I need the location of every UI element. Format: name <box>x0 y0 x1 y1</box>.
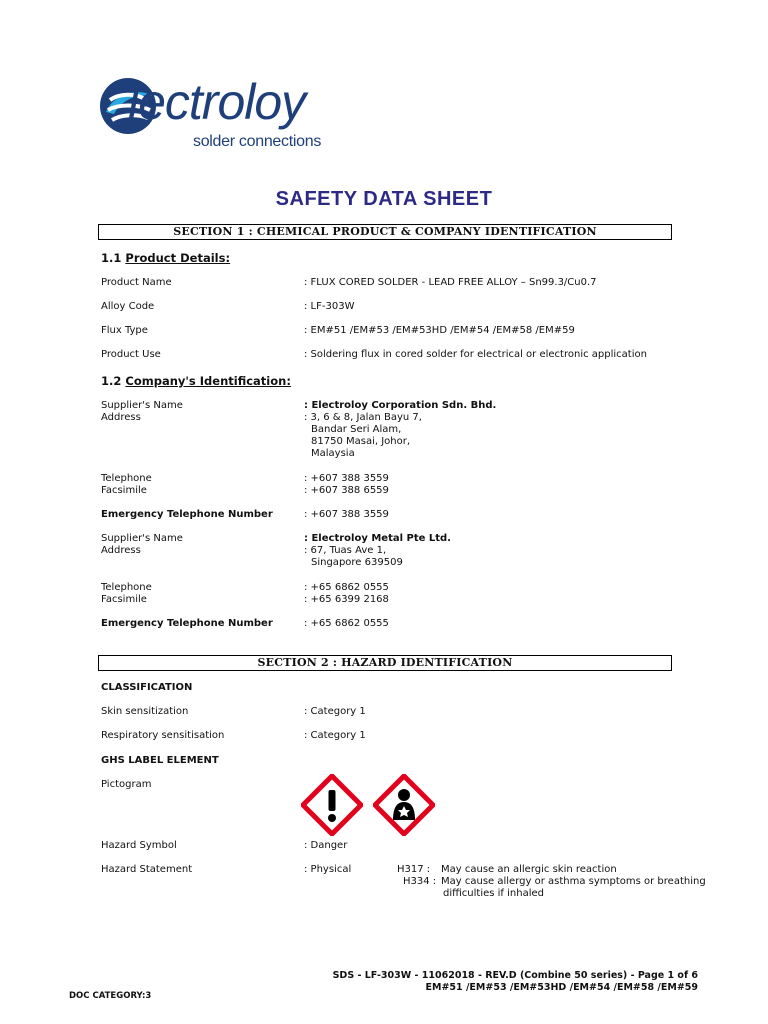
footer-document-id: SDS - LF-303W - 11062018 - REV.D (Combine 50 series) - Page 1 of 6 <box>332 970 698 981</box>
exclamation-mark-pictogram-icon <box>301 774 363 836</box>
product-name-value: : FLUX CORED SOLDER - LEAD FREE ALLOY – Sn99.3/Cu0.7 <box>304 277 597 288</box>
flux-type-value: : EM#51 /EM#53 /EM#53HD /EM#54 /EM#58 /EM#59 <box>304 325 575 336</box>
product-name-label: Product Name <box>101 277 172 288</box>
facsimile-label: Facsimile <box>101 594 147 605</box>
h317-text: May cause an allergic skin reaction <box>441 864 617 875</box>
supplier-name-label: Supplier's Name <box>101 400 183 411</box>
supplier-name-label: Supplier's Name <box>101 533 183 544</box>
hazard-statement-type: : Physical <box>304 864 352 875</box>
page-title: SAFETY DATA SHEET <box>275 188 493 210</box>
emergency-value: : +607 388 3559 <box>304 509 389 520</box>
h334-code: H334 : <box>403 876 437 887</box>
pictogram-label: Pictogram <box>101 779 152 790</box>
telephone-label: Telephone <box>101 473 152 484</box>
product-use-value: : Soldering flux in cored solder for electrical or electronic application <box>304 349 647 360</box>
address-line: 81750 Masai, Johor, <box>311 436 411 447</box>
address-label: Address <box>101 412 141 423</box>
hazard-symbol-label: Hazard Symbol <box>101 840 177 851</box>
doc-category: DOC CATEGORY:3 <box>69 991 152 1001</box>
address-label: Address <box>101 545 141 556</box>
alloy-code-value: : LF-303W <box>304 301 355 312</box>
telephone-value: : +607 388 3559 <box>304 473 389 484</box>
logo-tagline: solder connections <box>193 133 322 150</box>
health-hazard-pictogram-icon <box>373 774 435 836</box>
address-line: : 67, Tuas Ave 1, <box>304 545 387 556</box>
h334-text-continued: difficulties if inhaled <box>443 888 544 899</box>
telephone-label: Telephone <box>101 582 152 593</box>
h334-text: May cause allergy or asthma symptoms or breathing <box>441 876 706 887</box>
address-line: Bandar Seri Alam, <box>311 424 402 435</box>
address-line: : 3, 6 & 8, Jalan Bayu 7, <box>304 412 422 423</box>
subsection-label: Product Details: <box>125 251 231 265</box>
subsection-label: Company's Identification: <box>125 374 291 388</box>
section2-heading: SECTION 2 : HAZARD IDENTIFICATION <box>98 655 672 671</box>
skin-sensitization-value: : Category 1 <box>304 706 366 717</box>
supplier-name-value: : Electroloy Corporation Sdn. Bhd. <box>304 400 497 411</box>
flux-type-label: Flux Type <box>101 325 148 336</box>
respiratory-sensitisation-value: : Category 1 <box>304 730 366 741</box>
emergency-label: Emergency Telephone Number <box>101 618 273 629</box>
telephone-value: : +65 6862 0555 <box>304 582 389 593</box>
classification-heading: CLASSIFICATION <box>101 682 193 693</box>
supplier-name-value: : Electroloy Metal Pte Ltd. <box>304 533 451 544</box>
facsimile-value: : +65 6399 2168 <box>304 594 389 605</box>
subsection-number: 1.1 <box>101 251 122 265</box>
product-details-heading <box>101 251 230 265</box>
address-line: Singapore 639509 <box>311 557 403 568</box>
respiratory-sensitisation-label: Respiratory sensitisation <box>101 730 225 741</box>
alloy-code-label: Alloy Code <box>101 301 155 312</box>
footer-flux-types: EM#51 /EM#53 /EM#53HD /EM#54 /EM#58 /EM#59 <box>425 982 698 993</box>
skin-sensitization-label: Skin sensitization <box>101 706 189 717</box>
facsimile-label: Facsimile <box>101 485 147 496</box>
section1-heading: SECTION 1 : CHEMICAL PRODUCT & COMPANY IDENTIFICATION <box>98 224 672 240</box>
emergency-value: : +65 6862 0555 <box>304 618 389 629</box>
facsimile-value: : +607 388 6559 <box>304 485 389 496</box>
logo-wordmark: lectroloy <box>128 74 306 130</box>
subsection-number: 1.2 <box>101 374 122 388</box>
ghs-label-element-heading: GHS LABEL ELEMENT <box>101 755 219 766</box>
hazard-symbol-value: : Danger <box>304 840 348 851</box>
h317-code: H317 : <box>397 864 431 875</box>
company-identification-heading <box>101 374 291 388</box>
product-use-label: Product Use <box>101 349 161 360</box>
emergency-label: Emergency Telephone Number <box>101 509 273 520</box>
address-line: Malaysia <box>311 448 355 459</box>
hazard-statement-label: Hazard Statement <box>101 864 193 875</box>
